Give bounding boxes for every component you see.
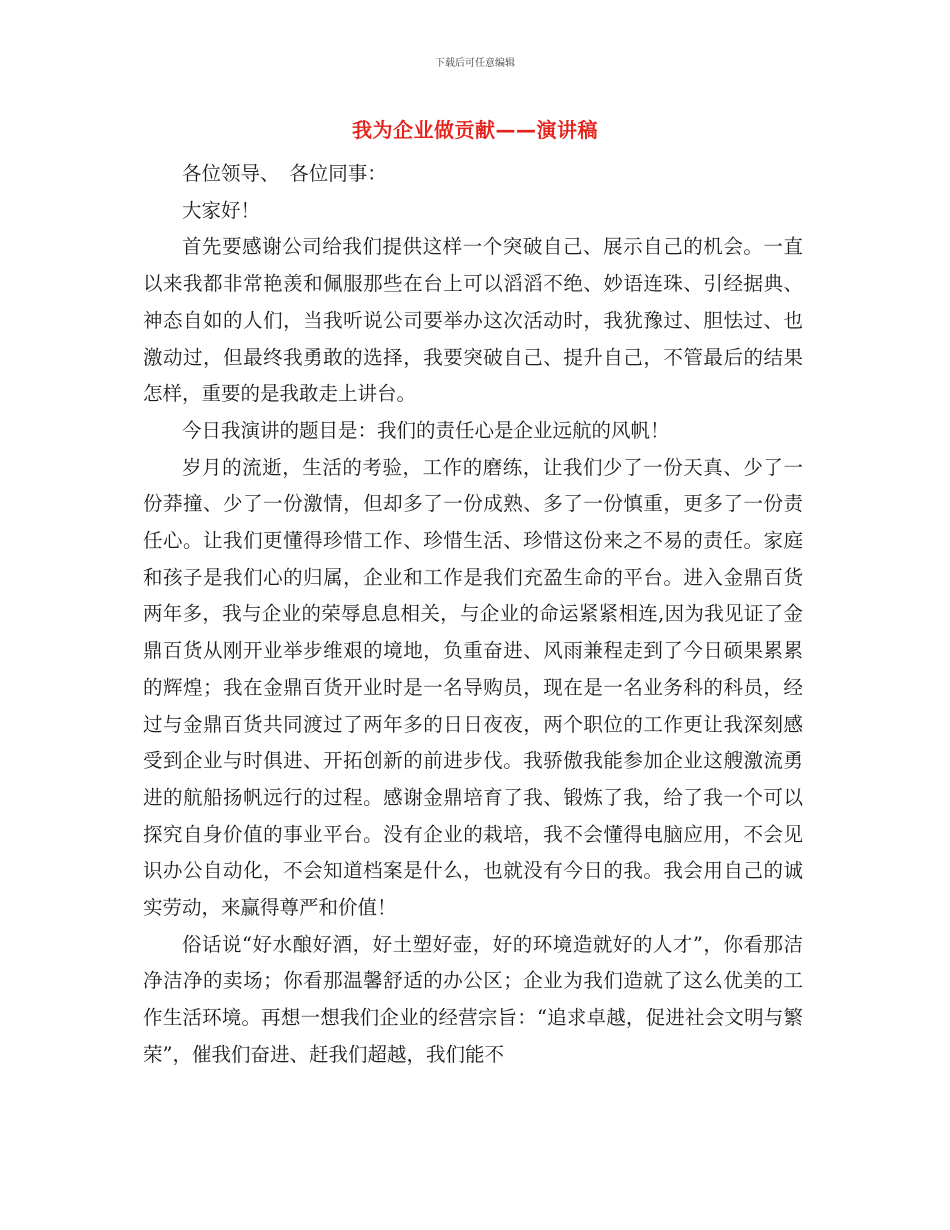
header-note: 下载后可任意编辑 xyxy=(435,58,515,69)
paragraph-salutation: 各位领导、 各位同事： xyxy=(182,162,387,185)
paragraph-experience: 岁月的流逝，生活的考验，工作的磨练，让我们少了一份天真、少了一份莽撞、少了一份激情，但却多了一份成熟、多了一份慎重，更多了一份责任心。让我们更懂得珍惜工作、珍惜生活、珍惜这份来之不易的责任。家庭和孩子是我们心的归属，企业和工作是我们充盈生命的平台。进入金鼎百货两年多，我与企业的荣辱息息相关，与企业的命运紧紧相连,因为我见证了金鼎百货从刚开业举步维艰的境地，负重奋进、风雨兼程走到了今日硕果累累的辉煌；我在金鼎百货开业时是一名导购员，现在是一名业务科的科员，经过与金鼎百货共同渡过了两年多的日日夜夜，两个职位的工作更让我深刻感受到企业与时俱进、开拓创新的前进步伐。我骄傲我能参加企业这艘激流勇进的航船扬帆远行的过程。感谢金鼎培育了我、锻炼了我，给了我一个可以探究自身价值的事业平台。没有企业的栽培，我不会懂得电脑应用，不会见识办公自动化，不会知道档案是什么，也就没有今日的我。我会用自己的诚实劳动，来赢得尊严和价值！ xyxy=(143,455,803,920)
document-body xyxy=(143,156,803,1074)
document-title: 我为企业做贡献——演讲稿 xyxy=(352,118,598,142)
paragraph-greeting: 大家好！ xyxy=(182,198,261,222)
paragraph-intro: 首先要感谢公司给我们提供这样一个突破自己、展示自己的机会。一直以来我都非常艳羡和佩服那些在台上可以滔滔不绝、妙语连珠、引经据典、神态自如的人们，当我听说公司要举办这次活动时，我犹豫过、胆怯过、也激动过，但最终我勇敢的选择，我要突破自己、提升自己，不管最后的结果怎样，重要的是我敢走上讲台。 xyxy=(143,235,803,406)
paragraph-topic: 今日我演讲的题目是：我们的责任心是企业远航的风帆！ xyxy=(182,418,670,442)
paragraph-environment: 俗话说“好水酿好酒，好土塑好壶，好的环境造就好的人才”，你看那洁净洁净的卖场；你看那温馨舒适的办公区；企业为我们造就了这么优美的工作生活环境。再想一想我们企业的经营宗旨：“追求卓越，促进社会文明与繁荣”，催我们奋进、赶我们超越，我们能不 xyxy=(143,932,803,1066)
